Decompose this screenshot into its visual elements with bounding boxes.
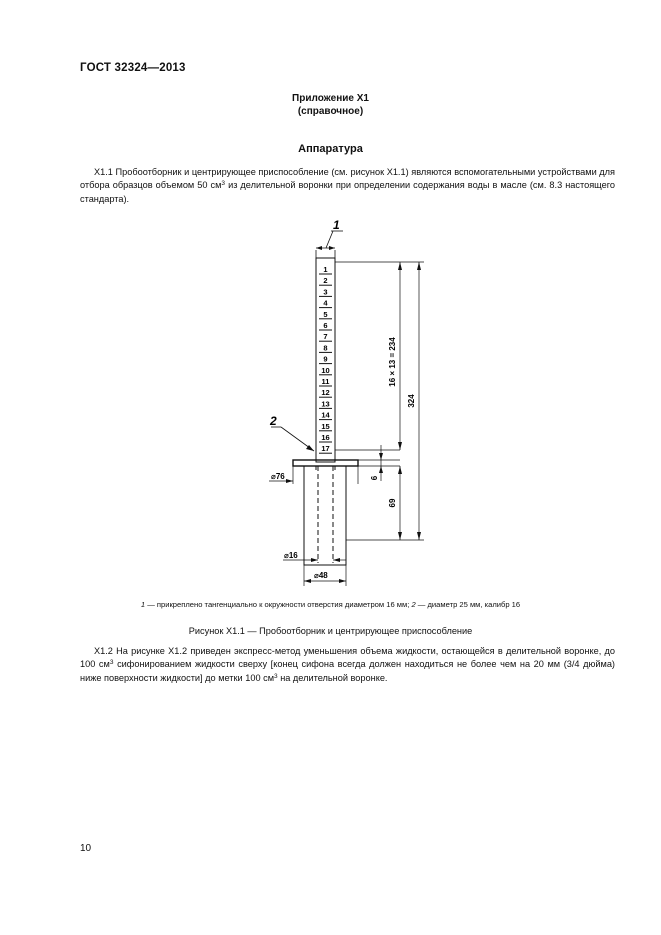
callout-1: 1 <box>333 218 340 232</box>
paragraph-x1-1-text-b: из делительной воронки при определении содержания воды в масле (см. 8.3 настоящего стандарта). <box>80 180 615 204</box>
scale-mark-label: 16 <box>321 433 330 442</box>
figure-caption: Рисунок Х1.1 — Пробоотборник и центрирующее приспособление <box>188 626 473 636</box>
paragraph-x1-2-text-b: сифонированием жидкости сверху [конец сифона всегда должен находиться не более чем на 20 мм (3/4 дюйма) ниже поверхности жидкости] до метки 100 см <box>80 659 615 683</box>
standard-number: ГОСТ 32324—2013 <box>80 62 186 74</box>
scale-mark-label: 11 <box>321 377 330 386</box>
dim-total-length: 324 <box>407 394 416 408</box>
annex-subtitle: (справочное) <box>297 106 364 117</box>
centering-collar <box>293 460 358 466</box>
scale-mark-label: 17 <box>321 444 330 454</box>
paragraph-x1-2-text-a: Х1.2 На рисунке Х1.2 приведен экспресс-метод уменьшения объема жидкости, остающейся в делительной воронке, до 100 см <box>80 646 615 670</box>
annex-title: Приложение Х1 <box>292 93 369 104</box>
page-number: 10 <box>80 843 92 854</box>
note-2-text: — диаметр 25 мм, калибр 16 <box>415 600 521 609</box>
paragraph-x1-2 <box>80 645 615 685</box>
dim-diameter-inner: ⌀16 <box>284 551 298 560</box>
note-1-number: 1 <box>140 600 146 609</box>
note-2-number: 2 <box>411 600 416 609</box>
scale-mark-label: 4 <box>323 298 328 308</box>
scale-mark-label: 10 <box>321 365 330 375</box>
scale-mark-label: 9 <box>323 354 328 364</box>
dim-diameter-collar: ⌀76 <box>271 472 285 481</box>
scale-mark-label: 8 <box>323 343 328 353</box>
scale-mark-label: 12 <box>321 388 330 398</box>
scale-mark-label: 2 <box>323 276 328 286</box>
paragraph-x1-2-text-c: на делительной воронке. <box>277 672 388 683</box>
callout-2: 2 <box>270 414 277 428</box>
graduation-scale <box>319 265 332 453</box>
scale-mark-label: 15 <box>321 421 330 431</box>
scale-mark-label: 5 <box>323 309 328 319</box>
scale-mark-label: 1 <box>323 265 328 274</box>
scale-mark-label: 3 <box>323 287 328 297</box>
paragraph-x1-2-sup-2: 3 <box>274 672 278 680</box>
dim-diameter-lower: ⌀48 <box>314 571 328 580</box>
scale-mark-label: 6 <box>323 321 328 330</box>
scale-mark-label: 14 <box>321 410 330 420</box>
dim-collar: 6 <box>370 475 379 481</box>
section-title: Аппаратура <box>298 143 363 155</box>
dim-graduation: 16 × 13 = 234 <box>388 337 397 387</box>
scale-mark-label: 13 <box>321 399 330 409</box>
paragraph-x1-2-sup-1: 3 <box>109 659 114 667</box>
figure-note <box>0 600 661 609</box>
note-1-text: — прикреплено тангенциально к окружности отверстия диаметром 16 мм; <box>145 600 412 609</box>
scale-mark-label: 7 <box>323 332 328 342</box>
dim-lower-length: 69 <box>388 498 397 508</box>
paragraph-x1-1-sup: 3 <box>221 180 226 188</box>
paragraph-x1-1-text-a: Х1.1 Пробоотборник и центрирующее приспособление (см. рисунок Х1.1) являются вспомогательными устройствами для отбора образцов объемом 50 см <box>80 167 615 191</box>
lower-sleeve <box>304 466 346 565</box>
